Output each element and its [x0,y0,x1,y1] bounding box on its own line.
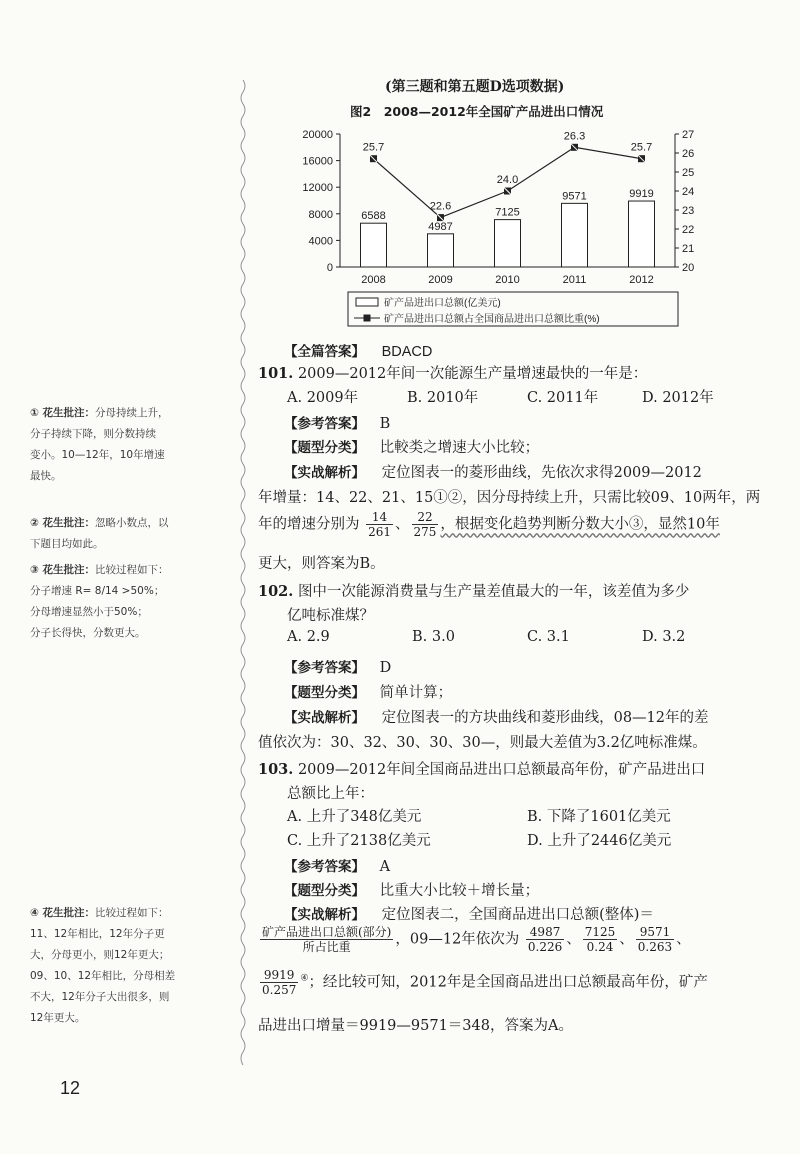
fraction [636,925,674,954]
figure-top-caption: (第三题和第五题D选项数据) [385,79,565,95]
numerator: 4987 [526,925,564,940]
x-tick-label: 2008 [361,274,386,286]
analysis-label: 【实战解析】 [284,465,365,481]
question-102-stem [258,580,689,601]
right-tick-label: 21 [682,243,695,255]
note-text: 最快。 [30,470,62,482]
analysis-text: 定位图表二，全国商品进出口总额(整体)＝ [381,907,654,923]
numerator: 矿产品进出口总额(部分) [262,925,392,939]
x-tick-label: 2009 [428,274,453,286]
left-tick-label: 0 [326,262,333,274]
analysis-text: 更大，则答案为B。 [258,556,385,572]
note-text: 12年更大。 [30,1012,86,1024]
right-tick-label: 25 [682,167,695,179]
ref-answer-value: A [379,859,391,875]
note-text: 分母持续上升， [95,407,169,419]
line-label: 26.3 [563,130,586,143]
question-number: 101. [258,365,294,382]
option-b: B. 下降了1601亿美元 [527,809,671,825]
line-label: 24.0 [496,174,519,186]
type-label: 【题型分类】 [284,440,365,456]
x-tick-label: 2011 [562,274,587,286]
numerator: 22 [412,510,439,525]
right-tick-label: 23 [682,205,695,217]
note-text: 比较过程如下： [95,907,169,919]
analysis-text: 年增量：14、22、21、15①②，因分母持续上升，只需比较09、10两年，两 [258,490,761,506]
note-title: ④ 花生批注： [30,907,96,919]
question-103-stem [258,758,705,779]
ref-answer-label: 【参考答案】 [284,416,365,432]
fraction [366,510,393,539]
bar-label: 4987 [428,220,453,233]
analysis-text: 品进出口增量＝9919—9571＝348，答案为A。 [258,1018,573,1034]
question-number: 103. [258,761,294,778]
note-text: 分子长得快，分数更大。 [30,627,146,639]
question-102-options [287,629,757,649]
footnote-marker: ④ [300,973,309,984]
option-a: A. 2009年 [287,390,359,406]
analysis-text: ，根据变化趋势判断分数大小③，显然10年 [440,516,720,533]
type-label: 【题型分类】 [284,685,365,701]
numerator: 14 [366,510,393,525]
denominator: 0.263 [637,940,673,954]
note-text: 11、12年相比，12年分子更 [30,928,165,940]
left-tick-label: 20000 [302,129,333,141]
bar-label: 9571 [562,190,587,203]
x-tick-label: 2010 [495,274,520,286]
numerator: 9919 [260,968,298,983]
note-text: 不大，12年分子大出很多，则 [30,991,170,1003]
type-label: 【题型分类】 [284,883,365,899]
side-note-2 [30,513,230,555]
bar-label: 9919 [629,188,654,201]
margin-divider [238,80,248,1065]
legend-line-marker [364,315,371,322]
option-d: D. 上升了2446亿美元 [527,833,672,849]
option-c: C. 2011年 [527,390,599,406]
type-value: 比重大小比较＋增长量； [379,883,540,899]
fraction [260,968,298,997]
figure-title: 图2 2008—2012年全国矿产品进出口情况 [350,104,604,119]
side-note-1 [30,403,230,487]
fraction [526,925,564,954]
note-text: 比较过程如下： [95,564,169,576]
option-a: A. 2.9 [287,629,330,645]
denominator: 0.257 [262,983,297,997]
bar-2012 [629,201,655,267]
analysis-text: 定位图表一的方块曲线和菱形曲线，08—12年的差 [381,710,709,726]
option-b: B. 2010年 [407,390,479,406]
ref-answer-value: D [379,660,392,676]
type-value: 比較类之增速大小比较； [379,440,540,456]
denominator: 275 [413,525,437,539]
option-a: A. 上升了348亿美元 [287,809,422,825]
option-b: B. 3.0 [412,629,455,645]
ref-answer-label: 【参考答案】 [284,660,365,676]
question-text: 2009—2012年间全国商品进出口总额最高年份，矿产品进出口 [297,762,706,778]
note-title: ② 花生批注： [30,517,96,529]
right-tick-label: 26 [682,148,695,160]
legend-bar-swatch [356,298,378,306]
bar-label: 6588 [361,210,386,223]
denominator: 0.226 [527,940,563,954]
type-value: 简单计算； [379,685,453,701]
analysis-text: 年的增速分别为 [258,516,360,533]
all-answers-label: 【全篇答案】 [284,344,365,360]
analysis-label: 【实战解析】 [284,907,365,923]
page-number: 12 [60,1078,81,1098]
denominator: 所占比重 [302,940,351,954]
option-d: D. 2012年 [642,390,714,406]
right-tick-label: 27 [682,129,695,141]
question-text: 图中一次能源消费量与生产量差值最大的一年，该差值为多少 [297,584,690,600]
question-text: 亿吨标准煤？ [287,608,374,624]
question-text: 总额比上年： [287,786,374,802]
line-label: 25.7 [362,141,385,154]
left-tick-label: 4000 [308,235,333,248]
fraction [412,510,439,539]
note-title: ① 花生批注： [30,407,96,419]
ratio-formula [260,925,393,954]
note-text: 变小。10—12年，10年增速 [30,449,165,461]
note-text: 分子增速 R= 8/14 >50%； [30,585,165,597]
question-number: 102. [258,583,294,600]
left-tick-label: 12000 [302,182,333,195]
note-title: ③ 花生批注： [30,564,96,576]
bar-2009 [428,234,454,267]
option-c: C. 3.1 [527,629,570,645]
right-tick-label: 22 [682,224,695,236]
question-103-options [287,805,757,855]
option-d: D. 3.2 [642,629,686,645]
right-tick-label: 20 [682,262,695,274]
note-text: 忽略小数点，以 [95,517,169,529]
fraction [583,925,618,954]
numerator: 9571 [636,925,674,940]
note-text: 大，分母更小，则12年更大； [30,949,170,961]
line-label: 22.6 [429,200,452,213]
all-answers-value: BDACD [381,344,433,360]
bar-2011 [562,203,588,267]
note-text: 分子持续下降，则分数持续 [30,428,156,440]
question-text: 2009—2012年间一次能源生产量增速最快的一年是： [297,366,648,382]
option-c: C. 上升了2138亿美元 [287,833,431,849]
question-101-stem [258,362,647,383]
bar-2008 [361,223,387,267]
mineral-trade-chart [290,122,720,342]
legend-line-label: 矿产品进出口总额占全国商品进出口总额比重(%) [384,314,600,325]
analysis-text: ，09—12年依次为 [395,931,520,948]
left-tick-label: 16000 [302,155,333,168]
left-tick-label: 8000 [308,208,333,221]
bar-2010 [495,220,521,267]
side-note-3 [30,560,230,644]
note-text: 下题目均如此。 [30,538,104,550]
legend-bar-label: 矿产品进出口总额(亿美元) [384,298,501,309]
right-tick-label: 24 [682,186,695,198]
analysis-text: 定位图表一的菱形曲线，先依次求得2009—2012 [381,465,702,481]
note-text: 09、10、12年相比，分母相差 [30,970,176,982]
denominator: 261 [368,525,392,539]
analysis-text: ；经比较可知，2012年是全国商品进出口总额最高年份，矿产 [308,974,708,991]
bar-label: 7125 [495,206,520,219]
ref-answer-value: B [379,416,391,432]
ref-answer-label: 【参考答案】 [284,859,365,875]
analysis-label: 【实战解析】 [284,710,365,726]
note-text: 分母增速显然小于50%； [30,606,148,618]
analysis-text: 值依次为：30、32、30、30、30—，则最大差值为3.2亿吨标准煤。 [258,735,707,751]
side-note-4 [30,903,230,1029]
line-label: 25.7 [630,141,653,154]
numerator: 7125 [584,925,616,939]
denominator: 0.24 [586,940,614,954]
x-tick-label: 2012 [629,274,654,286]
